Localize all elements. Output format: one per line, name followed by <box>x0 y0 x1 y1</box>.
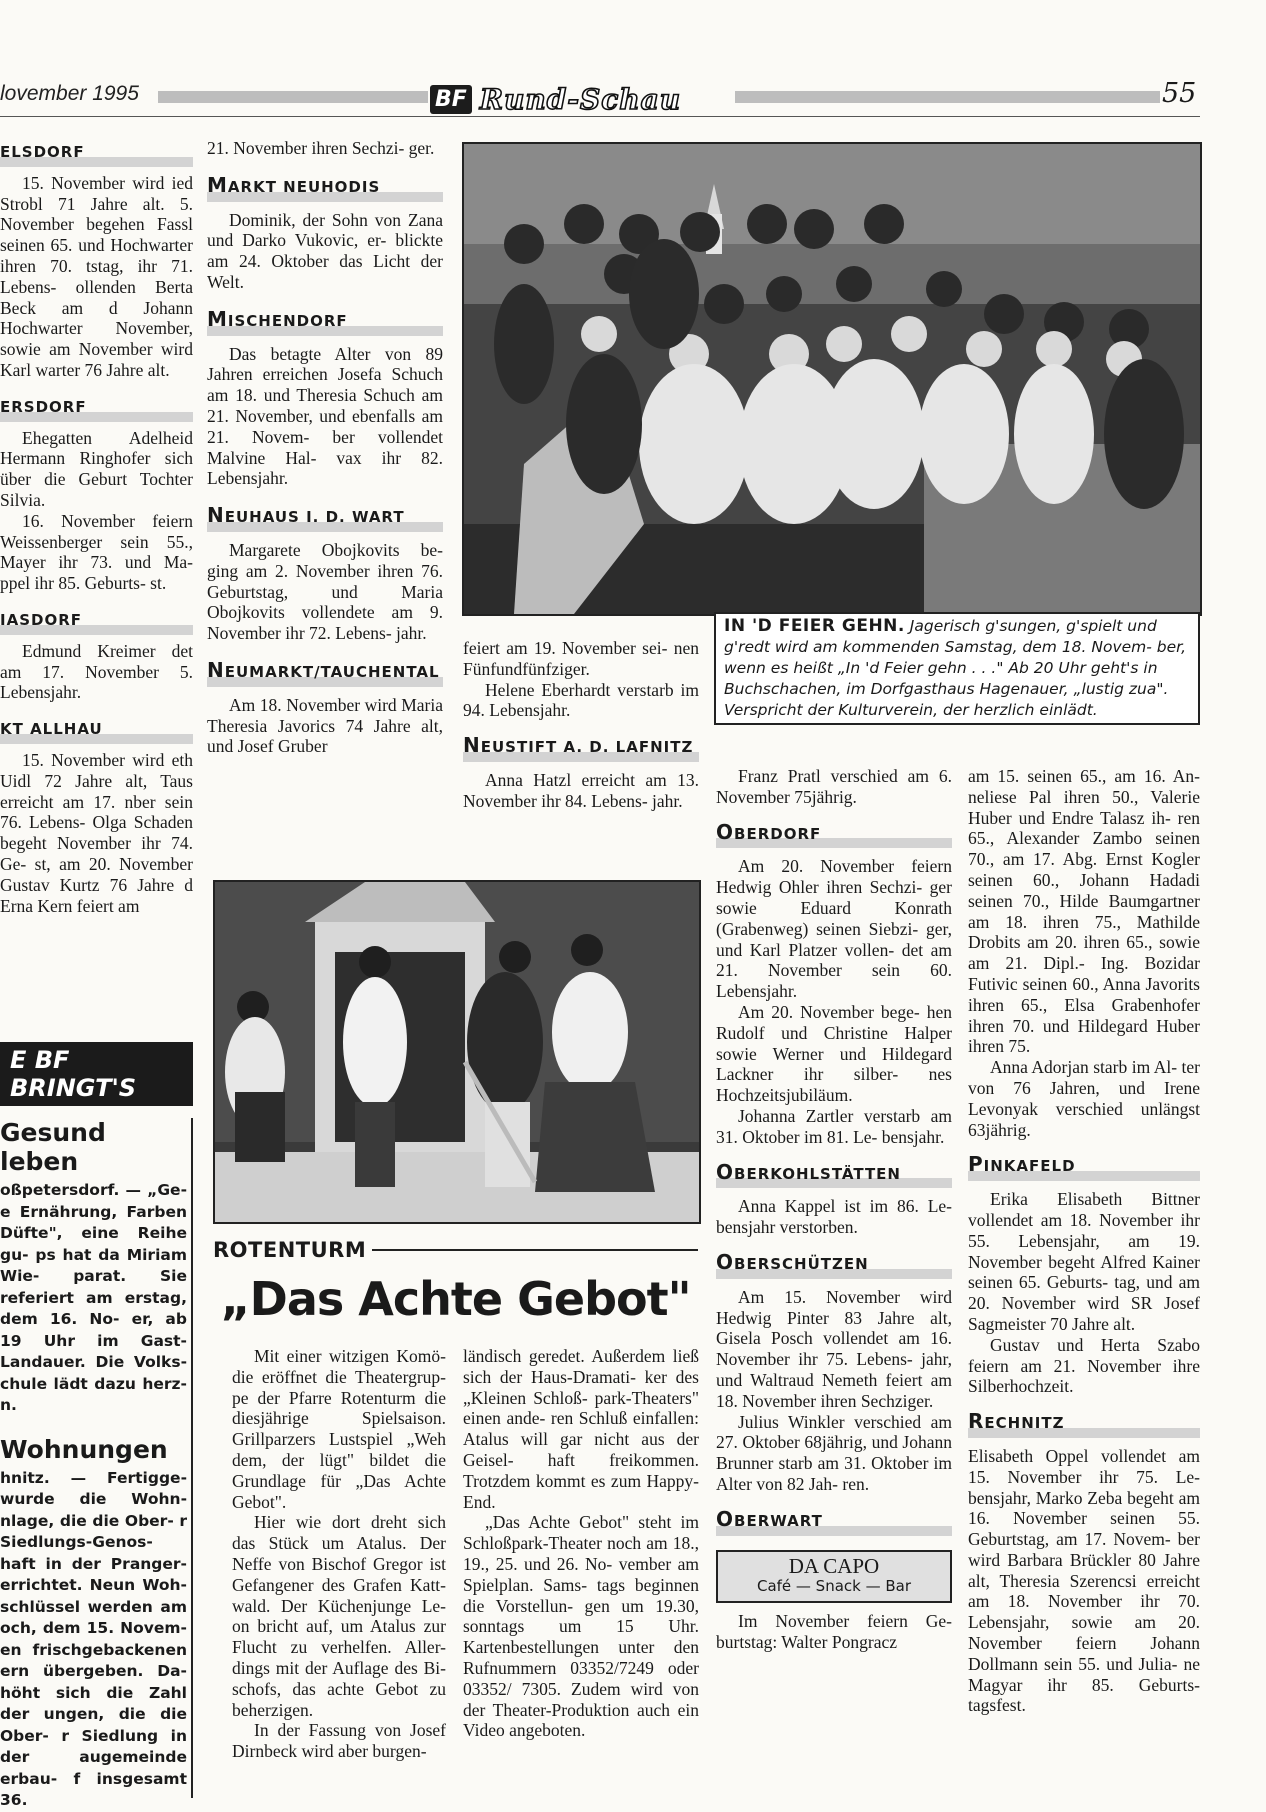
section-head-allhau: KT ALLHAU <box>0 717 193 744</box>
caption-title: IN 'D FEIER GEHN. <box>724 616 905 636</box>
logo-bf: BF <box>430 85 472 114</box>
group-photo-image <box>464 144 1200 614</box>
section-head-oberschuetzen: OBERSCHÜTZEN <box>716 1250 952 1279</box>
sidebar-item-text: oßpetersdorf. — „Ge- e Ernährung, Farben Düfte", eine Reihe gu- ps hat da Miriam Wie- parat. Sie referiert am erstag, dem 16. No- er, ab 19 Uhr im Gast- Landauer. Die Volks- chule lädt dazu herz- n. <box>0 1181 187 1414</box>
section-text: feiert am 19. November sei- nen Fünfundfünfziger. <box>463 638 699 679</box>
section-text: 21. November ihren Sechzi- ger. <box>207 138 435 158</box>
column-left-cut <box>0 140 193 1030</box>
logo-name: Rund-Schau <box>479 82 682 116</box>
section-head-neumarkt: NEUMARKT/TAUCHENTAL <box>207 658 443 687</box>
section-head-oberkohlstaetten: OBERKOHLSTÄTTEN <box>716 1160 952 1189</box>
ad-name: DA CAPO <box>788 1553 880 1578</box>
section-text: Edmund Kreimer det am 17. November 5. Lebensjahr. <box>0 640 193 703</box>
section-text: Ehegatten Adelheid Hermann Ringhofer sich über die Geburt Tochter Silvia. <box>0 427 193 510</box>
article-headline: „Das Achte Gebot" <box>220 1272 691 1326</box>
sidebar-bf-bringts <box>0 1042 193 1809</box>
photo-caption <box>714 612 1200 725</box>
section-text: Das betagte Alter von 89 Jahren erreichen Josefa Schuch am 18. und Theresia Schuch am 21. November, und ebenfalls am 21. Novem- ber vollendet Malvine Hal- vax ihr 82. Lebensjahr. <box>207 343 443 489</box>
section-text: 16. November feiern Weissenberger sein 55., Mayer ihr 73. und Ma- ppel ihr 85. Geburts- st. <box>0 510 193 594</box>
header-underline <box>0 116 1200 117</box>
section-text: Gustav und Herta Szabo feiern am 21. November ihre Silberhochzeit. <box>968 1334 1200 1397</box>
section-head-elsdorf: ELSDORF <box>0 140 193 167</box>
section-head-oberwart: OBERWART <box>716 1507 952 1536</box>
section-head-mischendorf: MISCHENDORF <box>207 307 443 336</box>
section-text: Anna Adorjan starb im Al- ter von 76 Jahren, und Irene Levonyak verschied unlängst 63jährig. <box>968 1057 1200 1140</box>
article-text: In der Fassung von Josef Dirnbeck wird aber burgen- <box>232 1720 446 1762</box>
theater-photo-image <box>215 882 699 1222</box>
section-text: Franz Pratl verschied am 6. November 75jährig. <box>716 766 952 807</box>
page-number: 55 <box>1162 78 1197 109</box>
group-photo <box>462 142 1202 616</box>
section-text: Margarete Obojkovits be- ging am 2. November ihren 76. Geburtstag, und Maria Obojkovits vollendete am 9. November ihr 72. Lebens- jahr. <box>207 539 443 644</box>
section-text: Johanna Zartler verstarb am 31. Oktober im 81. Le- bensjahr. <box>716 1105 952 1147</box>
sidebar-item-head: Gesund leben <box>0 1118 106 1176</box>
column-1 <box>207 138 443 757</box>
section-text: Elisabeth Oppel vollendet am 15. November ihr 75. Le- bensjahr, Marko Zeba begeht am 16. November seinen 55. Geburtstag, am 17. Novem- ber wird Barbara Brückler 80 Jahre alt, Theresia Szerencsi erreicht am 18. November ihr 70. Lebensjahr, sowie am 20. November feiern Johann Dollmann sein 55. und Julia- ne Magyar ihr 85. Geburts- tagsfest. <box>968 1445 1200 1716</box>
article-text: Hier wie dort dreht sich das Stück um Atalus. Der Neffe von Bischof Gregor ist Gefangener des Grafen Katt- wald. Der Küchenjunge Le- on bricht auf, um Atalus zur Flucht zu verhelfen. Aller- dings mit der Auflage des Bi- schofs, das achte Gebot zu beherzigen. <box>232 1512 446 1720</box>
section-text: Julius Winkler verschied am 27. Oktober 68jährig, und Johann Brunner starb am 31. Oktober im Alter von 82 Jah- ren. <box>716 1411 952 1494</box>
column-2 <box>463 638 699 812</box>
section-head-rechnitz: RECHNITZ <box>968 1409 1200 1438</box>
section-text: Am 15. November wird Hedwig Pinter 83 Jahre alt, Gisela Posch vollendet am 16. November ihr 75. Lebens- jahr, und Waltraud Nemeth feiert am 18. November ihren Sechziger. <box>716 1286 952 1411</box>
article-col-a <box>232 1346 446 1762</box>
section-text: Am 20. November feiern Hedwig Ohler ihren Sechzi- ger sowie Eduard Konrath (Grabenweg) seinen Siebzi- ger, und Karl Platzer vollen- det am 21. November sein 60. Lebensjahr. <box>716 856 952 1002</box>
ad-da-capo <box>716 1550 952 1604</box>
section-head-neustift: NEUSTIFT A. D. LAFNITZ <box>463 733 699 762</box>
section-head-ersdorf: ERSDORF <box>0 395 193 422</box>
header-date: lovember 1995 <box>0 82 139 105</box>
article-kicker-row <box>213 1238 698 1262</box>
article-col-b <box>463 1346 699 1741</box>
section-text: Dominik, der Sohn von Zana und Darko Vukovic, er- blickte am 24. Oktober das Licht der Welt. <box>207 209 443 292</box>
article-text: „Das Achte Gebot" steht im Schloßpark-Theater noch am 18., 19., 25. und 26. No- vember am Spielplan. Sams- tags beginnen die Vorstellun- gen um 19.30, sonntags um 15 Uhr. Kartenbestellungen unter den Rufnummern 03352/7249 oder 03352/ 7305. Zudem wird von der Theater-Produktion auch ein Video angeboten. <box>463 1512 699 1741</box>
article-text: Mit einer witzigen Komö- die eröffnet die Theatergrup- pe der Pfarre Rotenturm die diesjährige Spielsaison. Grillparzers Lustspiel „Weh dem, der lügt" bildet die Grundlage für „Das Achte Gebot". <box>232 1346 446 1512</box>
section-head-iasdorf: IASDORF <box>0 608 193 635</box>
header-logo <box>430 80 681 118</box>
theater-photo <box>213 880 701 1224</box>
sidebar-item-head: Wohnungen <box>0 1434 168 1464</box>
header-rule-right <box>735 91 1160 103</box>
article-text: ländisch geredet. Außerdem ließ sich der Haus-Dramati- ker des „Kleinen Schloß- park-Theaters" einen ande- ren Schluß einfallen: Atalus will gar nicht aus der Geisel- haft freikommen. Trotzdem kommt es zum Happy-End. <box>463 1346 699 1512</box>
section-head-oberdorf: OBERDORF <box>716 820 952 849</box>
article-kicker: ROTENTURM <box>213 1238 367 1262</box>
sidebar-item-text: hnitz. — Fertigge- wurde die Wohn- nlage, die die Ober- r Siedlungs-Genos- haft in der Pranger- errichtet. Neun Woh- schlüssel werden am och, dem 15. Novem- en frischgebackenen ern übergeben. Da- höht sich die Zahl der ungen, die die Ober- r Siedlung in der augemeinde erbau- f insgesamt 36. <box>0 1468 187 1809</box>
header-rule-left <box>158 91 428 103</box>
column-4 <box>968 766 1200 1716</box>
section-text: 15. November wird ied Strobl 71 Jahre alt. 5. November begehen Fassl seinen 65. und Hochwarter ihren 70. tstag, ihr 71. Lebens- ollenden Berta Beck am d Johann Hochwarter November, sowie am November wird Karl warter 76 Jahre alt. <box>0 172 193 380</box>
section-text: Anna Kappel ist im 86. Le- bensjahr verstorben. <box>716 1196 952 1238</box>
section-text: Am 18. November wird Maria Theresia Javorics 74 Jahre alt, und Josef Gruber <box>207 694 443 757</box>
section-text: Anna Hatzl erreicht am 13. November ihr 84. Lebens- jahr. <box>463 769 699 811</box>
caption-text: Jagerisch g'sungen, g'spielt und g'redt wird am kommenden Samstag, dem 18. Novem- ber, wenn es heißt „In 'd Feier gehn . . ." Ab 20 Uhr geht's in Buchschachen, im Dorfgasthaus Hagenauer, „lustig zua". Verspricht der Kulturverein, der herzlich einlädt. <box>724 617 1187 719</box>
ad-tagline: Café — Snack — Bar <box>756 1577 912 1596</box>
sidebar-title: E BF BRINGT'S <box>0 1042 193 1106</box>
column-3 <box>716 766 952 1653</box>
section-text: am 15. seinen 65., am 16. An- neliese Pal ihren 50., Valerie Huber und Endre Talasz ih- ren 65., Alexander Zambo seinen 70., am 17. Abg. Ernst Kogler seinen 60., Johann Hadadi seinen 70., Hilde Baumgartner am 18. ihren 75., Mathilde Drobits am 20. ihren 65., sowie am 21. Dipl.- Ing. Bozidar Futivic seinen 60., Anna Javorits ihren 65., Elsa Grabenhofer ihren 70. und Hildegard Huber ihren 75. <box>968 766 1200 1057</box>
section-text: Am 20. November bege- hen Rudolf und Christine Halper sowie Werner und Hildegard Lackner ihr silber- nes Hochzeitsjubiläum. <box>716 1001 952 1106</box>
section-head-pinkafeld: PINKAFELD <box>968 1152 1200 1181</box>
section-text: Im November feiern Ge- burtstag: Walter Pongracz <box>716 1611 952 1652</box>
section-text: Helene Eberhardt verstarb im 94. Lebensjahr. <box>463 679 699 721</box>
section-text: Erika Elisabeth Bittner vollendet am 18. November ihr 55. Lebensjahr, am 19. November begeht Alfred Kainer seinen 65. Geburts- tag, und am 20. November wird SR Josef Sagmeister 70 Jahre alt. <box>968 1189 1200 1334</box>
section-head-neuhaus: NEUHAUS I. D. WART <box>207 503 443 532</box>
kicker-line <box>372 1249 698 1251</box>
section-text: 15. November wird eth Uidl 72 Jahre alt, Taus erreicht am 17. nber sein 76. Lebens- Olga Schaden begeht November ihr 74. Ge- st, am 20. November Gustav Kurtz 76 Jahre d Erna Kern feiert am <box>0 749 193 916</box>
section-head-markt-neuhodis: MARKT NEUHODIS <box>207 173 443 202</box>
